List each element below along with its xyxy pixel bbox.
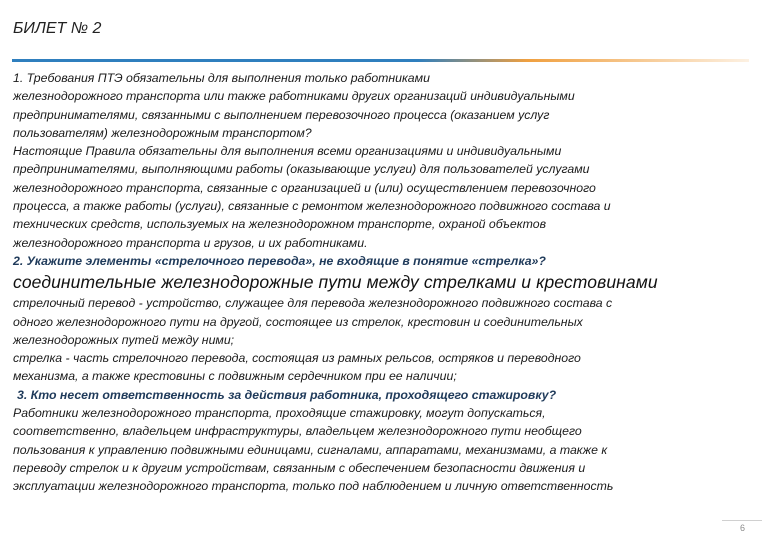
answer-3-line: соответственно, владельцем инфраструктуры, владельцем железнодорожного пути необщего [13,424,582,439]
answer-1-line: Настоящие Правила обязательны для выполнения всеми организациями и индивидуальными [13,144,562,159]
ticket-content [13,69,765,496]
question-1-line: железнодорожного транспорта или также работниками других организаций индивидуальными [13,89,575,104]
answer-1-line: железнодорожного транспорта и грузов, и их работниками. [13,235,368,250]
answer-1-line: предпринимателями, выполняющими работы (оказывающие услуги) для пользователей услугами [13,162,590,177]
answer-3-line: пользования к управлению подвижными единицами, сигналами, аппаратами, механизмами, а также к [13,442,608,457]
answer-1-line: железнодорожного транспорта, связанные с организацией и (или) осуществлением перевозочного [13,180,596,195]
title-underline [12,59,749,62]
page-number: 6 [740,523,746,533]
answer-3-line: эксплуатации железнодорожного транспорта, только под наблюдением и личную ответственность [13,479,614,494]
answer-2-line: одного железнодорожного пути на другой, состоящее из стрелок, крестовин и соединительных [13,314,583,329]
ticket-title: БИЛЕТ № 2 [13,20,102,37]
answer-3-line: переводу стрелок и к другим устройствам, связанным с обеспечением безопасности движения и [13,460,586,475]
question-1-line: предпринимателями, связанными с выполнением перевозочного процесса (оказанием услуг [13,107,550,122]
question-2-line: 2. Укажите элементы «стрелочного перевода», не входящие в понятие «стрелка»? [13,253,546,268]
answer-2-highlight: соединительные железнодорожные пути между стрелками и крестовинами [13,272,658,293]
answer-3-line: Работники железнодорожного транспорта, проходящие стажировку, могут допускаться, [13,406,546,421]
answer-2-line: механизма, а также крестовины с подвижным сердечником при ее наличии; [13,369,457,384]
answer-2-line: железнодорожных путей между ними; [13,332,235,347]
answer-1-line: технических средств, используемых на железнодорожном транспорте, охраной объектов [13,217,547,232]
footer-divider [722,520,762,521]
answer-1-line: процесса, а также работы (услуги), связанные с ремонтом железнодорожного подвижного состава и [13,199,611,214]
answer-2-line: стрелочный перевод - устройство, служащее для перевода железнодорожного подвижного состава с [13,296,613,311]
answer-2-line: стрелка - часть стрелочного перевода, состоящая из рамных рельсов, остряков и переводного [13,351,581,366]
question-3-line: 3. Кто несет ответственность за действия работника, проходящего стажировку? [17,387,557,402]
question-1-line: пользователям) железнодорожным транспортом? [13,125,312,140]
question-1-line: 1. Требования ПТЭ обязательны для выполнения только работниками [13,71,430,85]
